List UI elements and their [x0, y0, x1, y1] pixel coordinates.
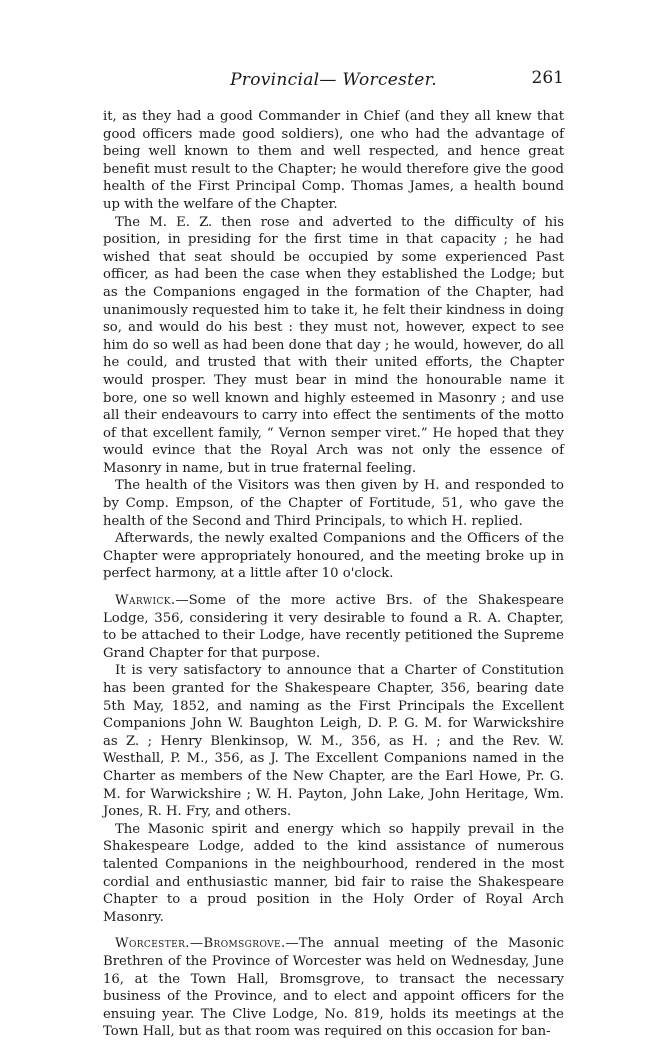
running-title: Provincial— Worcester. [230, 70, 437, 90]
paragraph-text: —Some of the more active Brs. of the Shakespeare Lodge, 356, considering it very desirable to found a R. A. Chapter, to be attached to their Lodge, have recently petitioned the Supreme Grand Chapter for that purpose. [103, 593, 564, 661]
section-paragraph-warwick [103, 592, 564, 662]
paragraph-text: —The annual meeting of the Masonic Brethren of the Province of Worcester was held on Wednesday, June 16, at the Town Hall, Bromsgrove, to transact the necessary business of the Province, and to elect and appoint officers for the ensuing year. The Clive Lodge, No. 819, holds its meetings at the Town Hall, but as that room was required on this occasion for ban- [103, 936, 564, 1040]
paragraph-text: The M. E. Z. then rose and adverted to the difficulty of his position, in presiding for the first time in that capacity ; he had wished that seat should be occupied by some experienced Past officer, as had been the case when they established the Lodge; but as the Companions engaged in the formation of the Chapter, had unanimously requested him to take it, he felt their kindness in doing so, and would do his best : they must not, however, expect to see him do so well as had been done that day ; he would, however, do all he could, and trusted that with their united efforts, the Chapter would prosper. They must bear in mind the honourable name it bore, one so well known and highly esteemed in Masonry ; and use all their endeavours to carry into effect the sentiments of the motto of that excellent family, “ Vernon semper viret.” He hoped that they would evince that the Royal Arch was not only the essence of Masonry in name, but in true fraternal feeling. [103, 214, 564, 476]
paragraph [103, 214, 564, 478]
paragraph-text: Afterwards, the newly exalted Companions and the Officers of the Chapter were appropriately honoured, and the meeting broke up in perfect harmony, at a little after 10 o'clock. [103, 531, 564, 582]
paragraph-text: It is very satisfactory to announce that a Charter of Constitution has been granted for the Shakespeare Chapter, 356, bearing date 5th May, 1852, and naming as the First Principals the Excellent Companions John W. Baughton Leigh, D. P. G. M. for Warwickshire as Z. ; Henry Blenkinsop, W. M., 356, as H. ; and the Rev. W. Westhall, P. M., 356, as J. The Excellent Companions named in the Charter as members of the New Chapter, are the Earl Howe, Pr. G. M. for Warwickshire ; W. H. Payton, John Lake, John Heritage, Wm. Jones, R. H. Fry, and others. [103, 663, 564, 820]
body-text [103, 108, 564, 1041]
paragraph-text: The Masonic spirit and energy which so happily prevail in the Shakespeare Lodge, added to the kind assistance of numerous talented Companions in the neighbourhood, rendered in the most cordial and enthusiastic manner, bid fair to raise the Shakespeare Chapter to a proud position in the Holy Order of Royal Arch Masonry. [103, 821, 564, 925]
paragraph [103, 662, 564, 820]
page-number: 261 [531, 68, 564, 88]
paragraph [103, 530, 564, 583]
paragraph [103, 108, 564, 214]
paragraph [103, 821, 564, 927]
section-heading: Worcester.—Bromsgrove. [115, 936, 286, 952]
paragraph-text: The health of the Visitors was then given by H. and responded to by Comp. Empson, of the Chapter of Fortitude, 51, who gave the health of the Second and Third Principals, to which H. replied. [103, 478, 564, 529]
section-paragraph-worcester [103, 935, 564, 1041]
paragraph-text: it, as they had a good Commander in Chief (and they all knew that good officers made good soldiers), one who had the advantage of being well known to them and well respected, and hence great benefit must result to the Chapter; he would therefore give the good health of the First Principal Comp. Thomas James, a health bound up with the welfare of the Chapter. [103, 109, 564, 212]
section-heading: Warwick. [115, 593, 176, 609]
paragraph [103, 477, 564, 530]
page-header [103, 70, 564, 94]
